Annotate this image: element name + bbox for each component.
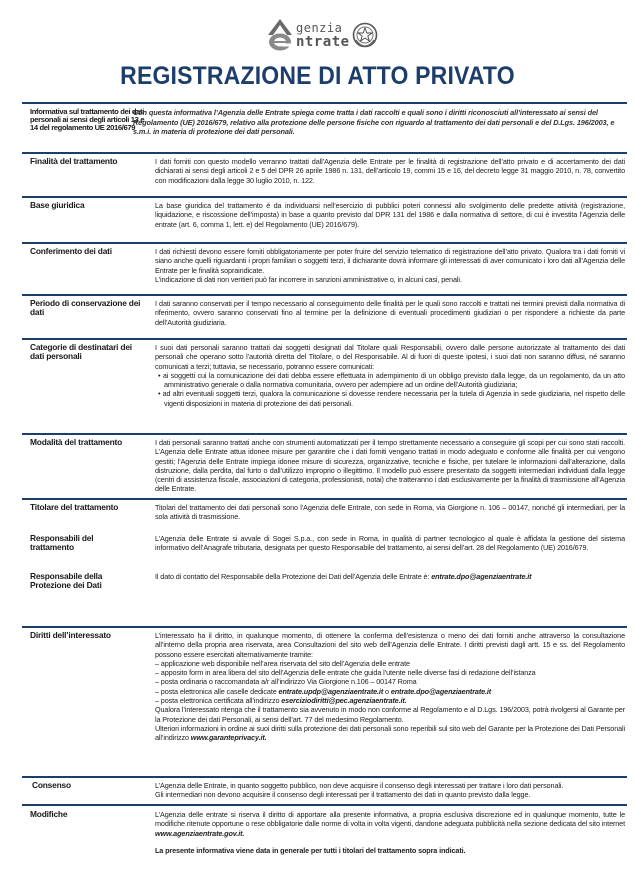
section-label: Modifiche <box>30 809 68 819</box>
section-label: Titolare del trattamento <box>30 502 119 512</box>
italian-republic-emblem-icon <box>352 22 378 48</box>
section-text <box>155 247 625 284</box>
logo-ae-mark-icon <box>265 19 295 51</box>
section-text <box>155 157 625 185</box>
section-text <box>155 572 625 581</box>
section-label: Conferimento dei dati <box>30 246 112 256</box>
rpd-text: Il dato di contatto del Responsabile della Protezione dei Dati dell’Agenzia delle Entrate è: <box>155 572 432 581</box>
divider <box>22 804 627 806</box>
paragraph: I dati richiesti devono essere forniti obbligatoriamente per poter fruire del servizio telematico di registrazione dell’atto privato. Qualora tra i dati forniti vi siano anche quelli riguardanti i propri familiari o soggetti terzi, il dichiarante dovrà informare gli interessati di aver comunicato i loro dati all’Agenzia delle Entrate per le finalità sopraindicate. <box>155 247 625 275</box>
paragraph: Qualora l’interessato ritenga che il trattamento sia avvenuto in modo non conforme al Regolamento e al D.Lgs. 196/2003, potrà rivolgersi al Garante per la Protezione dei dati Personali, ai sensi dell’art. 77 del medesimo Regolamento. <box>155 705 625 724</box>
garante-text: Ulteriori informazioni in ordine ai suoi diritti sulla protezione dei dati personali sono reperibili sul sito web del Garante per la Protezione dei Dati Personali all’indirizzo <box>155 723 625 743</box>
paragraph: L’indicazione di dati non veritieri può far incorrere in sanzioni amministrative o, in alcuni casi, penali. <box>155 274 462 284</box>
divider <box>22 776 627 778</box>
dash-item: – posta ordinaria o raccomandata a/r all’indirizzo Via Giorgione n.106 – 00147 Roma <box>155 677 417 687</box>
dash-text: – posta elettronica alle caselle dedicate <box>155 686 279 696</box>
logo-line-2: ntrate <box>296 34 350 50</box>
modifiche-text: L’Agenzia delle entrate si riserva il diritto di apportare alla presente informativa, a propria esclusiva discrezione ed in qualunque momento, tutte le modifiche ritenute opportune o rese obbligatorie dalle norme di volta in volta vigenti, dandone adeguata pubblicità nella sezione dedicata del sito internet <box>155 810 625 829</box>
paragraph: L’Agenzia delle Entrate, in quanto soggetto pubblico, non deve acquisire il consenso degli interessati per trattare i loro dati personali. <box>155 781 564 790</box>
paragraph <box>155 810 625 838</box>
paragraph: La base giuridica del trattamento è da individuarsi nell’esercizio di pubblici poteri connessi allo svolgimento delle predette attività (registrazione, liquidazione, e riscossione dell’imposta) in base a quanto previsto dal DPR 131 del 1986 e dalla normativa di settore, di cui è investita l’Agenzia delle entrate (art. 6, comma 1, lett. e) del Regolamento (UE) 2016/679). <box>155 201 625 229</box>
logo-wordmark <box>296 21 350 49</box>
section-text <box>155 299 625 327</box>
divider <box>22 626 627 628</box>
divider <box>22 498 627 500</box>
paragraph: Gli intermediari non devono acquisire il consenso degli interessati per il trattamento dei dati in quanto previsto dalla legge. <box>155 790 531 800</box>
divider <box>22 242 627 244</box>
section-label: Finalità del trattamento <box>30 156 118 166</box>
dash-item <box>155 696 625 705</box>
section-text <box>155 343 625 408</box>
paragraph: Titolari del trattamento dei dati personali sono l’Agenzia delle Entrate, con sede in Roma, via Giorgione n. 106 – 00147, nonché gli intermediari, per la sola attività di trasmissione. <box>155 503 625 522</box>
divider <box>22 196 627 198</box>
section-label: Base giuridica <box>30 200 85 210</box>
logo-line-1: genzia <box>296 21 343 35</box>
section-text <box>155 534 625 553</box>
section-label: Modalità del trattamento <box>30 437 122 447</box>
intro-label: Informativa sul trattamento dei dati personali ai sensi degli articoli 13 e 14 del regolamento UE 2016/679 <box>30 107 145 133</box>
divider <box>22 338 627 340</box>
dash-item <box>155 687 625 696</box>
dash-text: o <box>383 686 391 696</box>
paragraph: I dati saranno conservati per il tempo necessario al conseguimento delle finalità per le quali sono raccolti e trattati nei termini previsti dalla normativa di riferimento, ovvero saranno conservati fino al termine per la definizione di eventuali procedimenti giudiziari o per rispondere a richieste da parte dell’Autorità giudiziaria. <box>155 299 625 327</box>
garante-link[interactable]: www.garanteprivacy.it. <box>190 733 267 743</box>
divider <box>22 433 627 435</box>
section-label: Responsabili del trattamento <box>30 533 94 553</box>
updp-email-link[interactable]: entrate.updp@agenziaentrate.it <box>278 686 384 696</box>
paragraph: L’Agenzia delle Entrate si avvale di Sogei S.p.a., con sede in Roma, in qualità di partner tecnologico al quale è affidata la gestione del sistema informativo dell’Anagrafe tributaria, designata per questo Responsabile del trattamento, ai sensi dell’art. 28 del Regolamento (UE) 2016/679. <box>155 534 625 553</box>
intro-text: Con questa informativa l’Agenzia delle Entrate spiega come tratta i dati raccolti e quali sono i diritti riconosciuti all’interessato ai sensi del Regolamento (UE) 2016/679, relativo alla protezione delle persone fisiche con riguardo al trattamento dei dati personali e del D.Lgs. 196/2003, e s.m.i. in materia di protezione dei dati personali. <box>133 108 615 137</box>
section-label: Categorie di destinatari dei dati personali <box>30 342 132 362</box>
agenzia-entrate-logo <box>265 18 378 52</box>
paragraph <box>155 724 625 743</box>
section-text <box>155 631 625 743</box>
paragraph: L’interessato ha il diritto, in qualunque momento, di ottenere la conferma dell’esistenza o meno dei dati forniti anche attraverso la consultazione all’interno della propria area riservata, area Consultazioni del sito web dell’Agenzia delle Entrate. I diritti previsti dagli artt. 15 e ss. del Regolamento possono essere esercitati alternativamente tramite: <box>155 631 625 659</box>
divider <box>22 102 627 104</box>
dpo-email-link[interactable]: entrate.dpo@agenziaentrate.it <box>390 686 492 696</box>
page-title: REGISTRAZIONE DI ATTO PRIVATO <box>120 62 515 90</box>
bullet-item: • ad altri eventuali soggetti terzi, qualora la comunicazione si dovesse rendere necessaria per la tutela di Agenzia in sede giudiziaria, nel rispetto delle vigenti disposizioni in materia di protezione dei dati personali. <box>158 389 625 408</box>
section-label: Responsabile della Protezione dei Dati <box>30 571 103 591</box>
agenzia-website-link[interactable]: www.agenziaentrate.gov.it. <box>155 828 245 838</box>
divider <box>22 294 627 296</box>
paragraph: I dati forniti con questo modello verranno trattati dall’Agenzia delle Entrate per le finalità di registrazione dell’atto privato e di accertamento dei dati dichiarati ai sensi degli articoli 2 e 5 del DPR 26 aprile 1986 n. 131, dell’articolo 19, commi 15 e 16, del decreto legge 31 maggio 2010, n. 78, convertito con modificazioni dalla legge 30 luglio 2010, n. 122. <box>155 157 625 185</box>
section-text <box>155 201 625 229</box>
section-text <box>155 503 625 522</box>
section-label: Consenso <box>32 780 71 790</box>
pec-email-link[interactable]: eserciziodiritti@pec.agenziaentrate.it. <box>281 696 407 706</box>
dash-item: – apposito form in area libera del sito dell’Agenzia delle entrate che guida l’utente nelle diverse fasi di redazione dell’istanza <box>155 668 536 678</box>
section-label: Diritti dell’interessato <box>30 630 111 640</box>
paragraph: I suoi dati personali saranno trattati dai soggetti designati dal Titolare quali Responsabili, ovvero dalle persone autorizzate al trattamento dei dati personali che operano sotto l’autorità diretta del Titolare, o del Responsabile. Al di fuori di queste ipotesi, i suoi dati non saranno diffusi, né saranno comunicati a terzi; tuttavia, se necessario, potranno essere comunicati: <box>155 343 625 371</box>
closing-statement: La presente informativa viene data in generale per tutti i titolari del trattamento sopra indicati. <box>155 845 466 855</box>
rpd-email-link[interactable]: entrate.dpo@agenziaentrate.it <box>431 572 532 581</box>
section-text <box>155 810 625 855</box>
paragraph <box>155 572 625 581</box>
section-text <box>155 781 625 800</box>
paragraph: I dati personali saranno trattati anche con strumenti automatizzati per il tempo strettamente necessario a conseguire gli scopi per cui sono stati raccolti. L’Agenzia delle Entrate attua idonee misure per garantire che i dati forniti vengano trattati in modo adeguato e conforme alle finalità per cui vengono gestiti; l’Agenzia delle Entrate impiega idonee misure di sicurezza, organizzative, tecniche e fisiche, per tutelare le informazioni dall’alterazione, dalla distruzione, dalla perdita, dal furto o dall’utilizzo improprio o illegittimo. Il modello può essere presentato da soggetti intermediari individuati dalla legge (centri di assistenza fiscale, associazioni di categoria, professionisti, notai) che tratteranno i dati esclusivamente per la finalità di trasmissione all’Agenzia delle Entrate. <box>155 438 625 494</box>
section-label: Periodo di conservazione dei dati <box>30 298 141 318</box>
divider <box>22 152 627 154</box>
dash-item: – applicazione web disponibile nell’area riservata del sito dell’Agenzia delle entrate <box>155 658 410 668</box>
section-text <box>155 438 625 494</box>
bullet-item: • ai soggetti cui la comunicazione dei dati debba essere effettuata in adempimento di un obbligo previsto dalla legge, da un regolamento, da un atto amministrativo generale o dalla normativa comunitaria, ovvero per adempiere ad un ordine dell’Autorità giudiziaria; <box>158 370 625 390</box>
dash-text: – posta elettronica certificata all’indirizzo <box>155 696 282 706</box>
